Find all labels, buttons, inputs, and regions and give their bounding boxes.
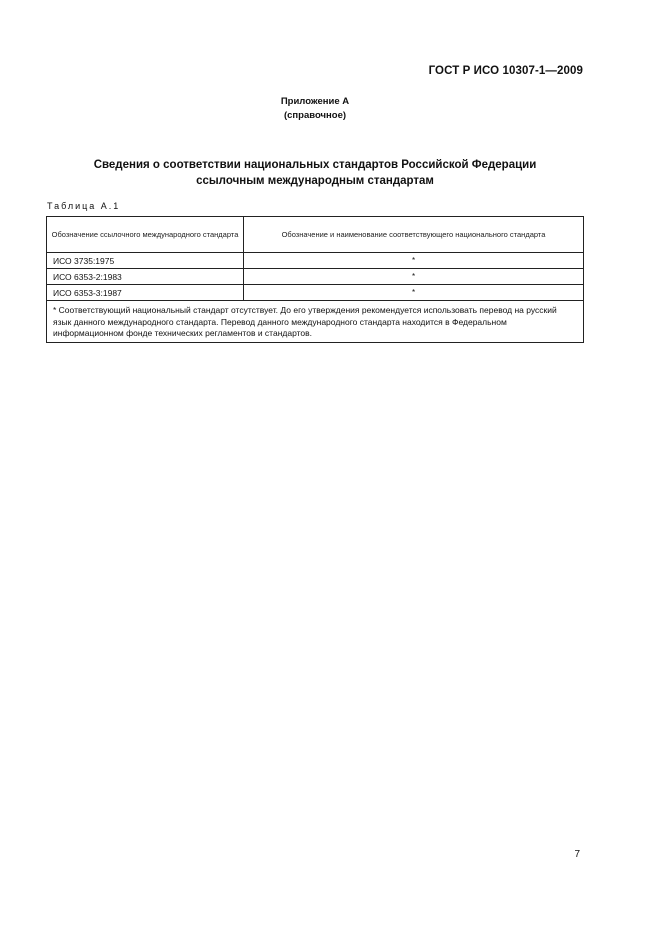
international-standard-code: ИСО 6353-2:1983 <box>47 269 244 285</box>
international-standard-code: ИСО 6353-3:1987 <box>47 285 244 301</box>
national-standard-mark: * <box>244 269 584 285</box>
reference-table <box>46 216 584 343</box>
header-national-standard: Обозначение и наименование соответствующего национального стандарта <box>244 217 584 253</box>
annex-heading <box>0 95 630 123</box>
header-international-standard: Обозначение ссылочного международного стандарта <box>47 217 244 253</box>
table-footnote: * Соответствующий национальный стандарт отсутствует. До его утверждения рекомендуется использовать перевод на русский язык данного международного стандарта. Перевод данного международного стандарта находится в Федеральном информационном фонде технических регламентов и стандартов. <box>47 301 584 343</box>
section-title-line-1: Сведения о соответствии национальных стандартов Российской Федерации <box>93 159 537 171</box>
national-standard-mark: * <box>244 285 584 301</box>
table-header-row <box>47 217 584 253</box>
table-row <box>47 269 584 285</box>
annex-subtitle: (справочное) <box>283 110 347 121</box>
table-row <box>47 253 584 269</box>
page-number: 7 <box>574 849 580 860</box>
annex-title: Приложение А <box>280 96 350 107</box>
table-caption: Таблица А.1 <box>47 201 121 211</box>
section-title <box>0 157 630 189</box>
table-note-row <box>47 301 584 343</box>
national-standard-mark: * <box>244 253 584 269</box>
international-standard-code: ИСО 3735:1975 <box>47 253 244 269</box>
section-title-line-2: ссылочным международным стандартам <box>196 175 434 187</box>
table-row <box>47 285 584 301</box>
document-code: ГОСТ Р ИСО 10307-1—2009 <box>428 65 583 77</box>
